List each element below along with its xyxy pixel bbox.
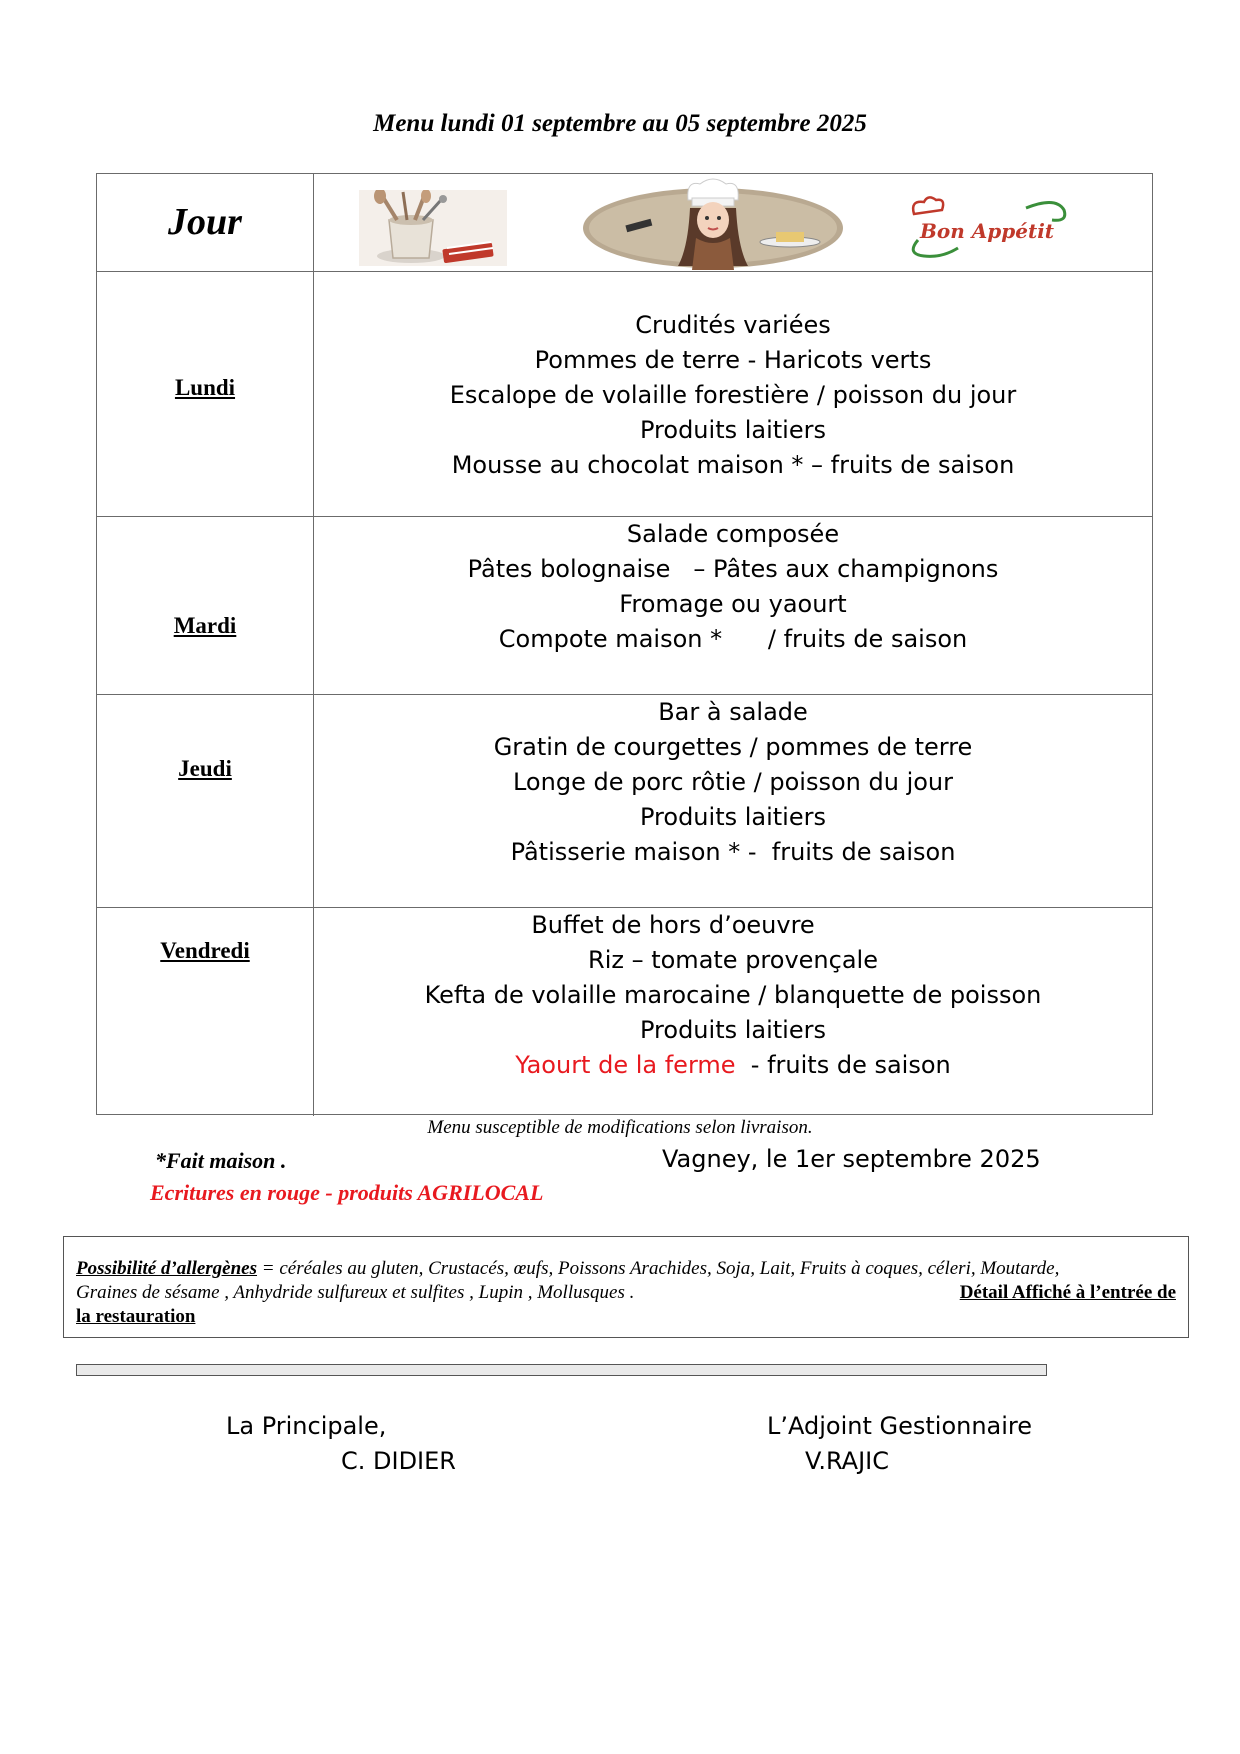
day-label-lundi: Lundi: [174, 375, 236, 400]
day-row-lundi: [97, 272, 1152, 517]
menu-item: Salade composée: [626, 520, 840, 548]
allergen-line-2: [76, 1281, 1176, 1305]
header-images-cell: [314, 174, 1152, 271]
left-signature-name: C. DIDIER: [341, 1447, 456, 1475]
separator-bar: [76, 1364, 1047, 1376]
day-cell: [97, 695, 314, 907]
menu-item: Bar à salade: [658, 698, 808, 726]
menu-item: Kefta de volaille marocaine / blanquette de poisson: [424, 981, 1042, 1009]
day-row-mardi: [97, 517, 1152, 695]
menu-item: Mousse au chocolat maison * – fruits de saison: [451, 451, 1015, 479]
menu-item: Pommes de terre - Haricots verts: [534, 346, 932, 374]
kitchen-utensils-icon: [359, 190, 507, 266]
menu-item: Longe de porc rôtie / poisson du jour: [512, 768, 953, 796]
day-label-mardi: Mardi: [173, 613, 237, 638]
right-signature-title: L’Adjoint Gestionnaire: [767, 1412, 1033, 1440]
allergen-label: Possibilité d’allergènes: [76, 1258, 258, 1279]
menu-item: Escalope de volaille forestière / poisson du jour: [449, 381, 1017, 409]
menu-item: Riz – tomate provençale: [588, 946, 878, 974]
menu-cell: [314, 908, 1152, 1116]
day-row-vendredi: [97, 908, 1152, 1116]
header-jour-label: Jour: [168, 201, 242, 243]
menu-cell: [314, 517, 1152, 694]
day-cell: [97, 517, 314, 694]
menu-item: Compote maison * / fruits de saison: [498, 625, 968, 653]
menu-item: Gratin de courgettes / pommes de terre: [493, 733, 973, 761]
menu-items-mardi: [314, 517, 1152, 657]
day-label-vendredi: Vendredi: [160, 938, 250, 963]
bon-appetit-logo-icon: [906, 194, 1076, 264]
allergen-detail-2: la restauration: [76, 1306, 196, 1327]
fait-maison-note: *Fait maison .: [155, 1148, 287, 1173]
allergen-line-1: [76, 1257, 1176, 1281]
menu-item: Fromage ou yaourt: [619, 590, 847, 618]
menu-items-vendredi: [314, 908, 1152, 1083]
logo-text: Bon Appétit: [920, 219, 1055, 243]
chef-woman-icon: [582, 178, 844, 270]
header-day-cell: [97, 174, 314, 271]
allergen-detail-1: Détail Affiché à l’entrée de: [959, 1282, 1176, 1303]
modification-note: Menu susceptible de modifications selon livraison.: [427, 1117, 813, 1138]
allergen-line-3: [76, 1305, 1176, 1329]
day-row-jeudi: [97, 695, 1152, 908]
right-signature-name: V.RAJIC: [805, 1447, 889, 1475]
header-row: [97, 174, 1152, 272]
menu-cell: [314, 695, 1152, 907]
left-signature-title: La Principale,: [226, 1412, 387, 1440]
place-date: Vagney, le 1er septembre 2025: [662, 1145, 1041, 1173]
menu-items-lundi: [314, 308, 1152, 483]
menu-items-jeudi: [314, 695, 1152, 870]
day-label-jeudi: Jeudi: [178, 756, 232, 781]
menu-item: Produits laitiers: [640, 1016, 826, 1044]
menu-item: Produits laitiers: [640, 416, 826, 444]
allergen-text-1: = céréales au gluten, Crustacés, œufs, Poissons Arachides, Soja, Lait, Fruits à coques, céleri, Moutarde,: [257, 1258, 1060, 1279]
agrilocal-item: Yaourt de la ferme: [515, 1051, 736, 1079]
menu-cell: [314, 272, 1152, 516]
day-cell: [97, 908, 314, 1116]
menu-item-suffix: - fruits de saison: [735, 1051, 951, 1079]
menu-item: Buffet de hors d’oeuvre: [531, 911, 815, 939]
allergen-box: [63, 1236, 1189, 1338]
menu-item: Pâtisserie maison * - fruits de saison: [510, 838, 956, 866]
menu-item: Crudités variées: [635, 311, 831, 339]
menu-item: Pâtes bolognaise – Pâtes aux champignons: [467, 555, 999, 583]
menu-item: Produits laitiers: [640, 803, 826, 831]
allergen-text-2: Graines de sésame , Anhydride sulfureux et sulfites , Lupin , Mollusques .: [76, 1282, 635, 1303]
menu-item-agrilocal: [314, 1048, 1152, 1083]
day-cell: [97, 272, 314, 516]
menu-table: [96, 173, 1153, 1115]
menu-title: Menu lundi 01 septembre au 05 septembre 2025: [373, 110, 867, 137]
agrilocal-note: Ecritures en rouge - produits AGRILOCAL: [150, 1180, 544, 1205]
